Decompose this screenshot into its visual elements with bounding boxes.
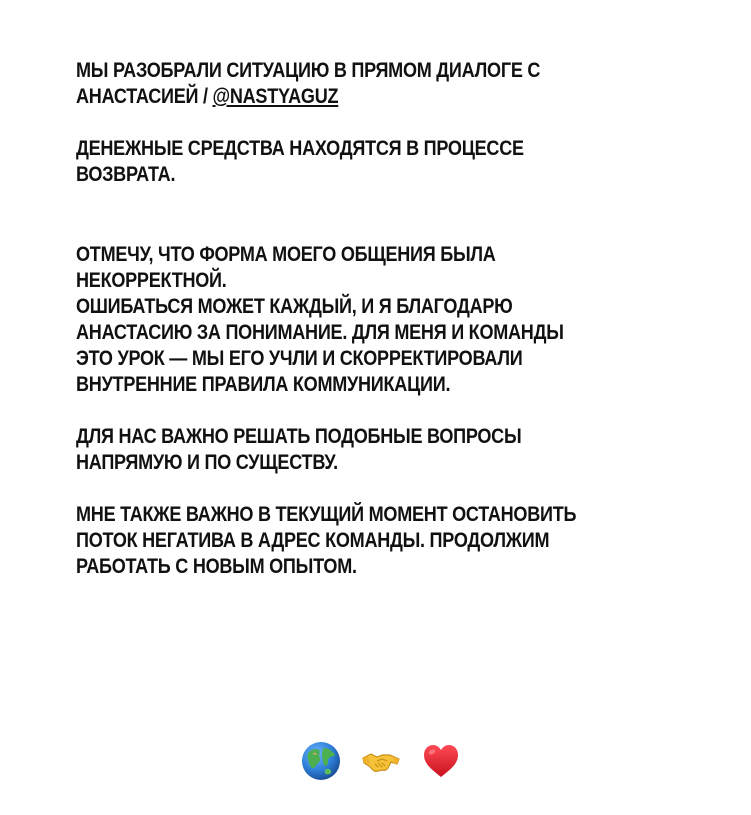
- story-text: [76, 58, 696, 580]
- paragraph-dialogue: [76, 58, 695, 110]
- handshake-icon: [360, 740, 402, 782]
- text-line: ДЕНЕЖНЫЕ СРЕДСТВА НАХОДЯТСЯ В ПРОЦЕССЕ: [76, 137, 524, 160]
- paragraph-stop-negativity: [76, 502, 695, 580]
- globe-icon: [300, 740, 342, 782]
- text-line: АНАСТАСИЮ ЗА ПОНИМАНИЕ. ДЛЯ МЕНЯ И КОМАНДЫ: [76, 321, 564, 344]
- emoji-row: [300, 740, 462, 782]
- user-mention-link[interactable]: @NASTYAGUZ: [212, 85, 339, 108]
- paragraph-spacer: [76, 110, 696, 136]
- text-line: ДЛЯ НАС ВАЖНО РЕШАТЬ ПОДОБНЫЕ ВОПРОСЫ: [76, 425, 522, 448]
- paragraph-refund: [76, 136, 695, 188]
- text-line: МЫ РАЗОБРАЛИ СИТУАЦИЮ В ПРЯМОМ ДИАЛОГЕ С: [76, 59, 541, 82]
- heart-icon: [420, 740, 462, 782]
- paragraph-spacer: [76, 398, 696, 424]
- paragraph-direct: [76, 424, 695, 476]
- text-line: ЭТО УРОК — МЫ ЕГО УЧЛИ И СКОРРЕКТИРОВАЛИ: [76, 347, 523, 370]
- text-line: ВНУТРЕННИЕ ПРАВИЛА КОММУНИКАЦИИ.: [76, 373, 451, 396]
- text-line: МНЕ ТАКЖЕ ВАЖНО В ТЕКУЩИЙ МОМЕНТ ОСТАНОВИТЬ: [76, 503, 577, 526]
- text-line: ВОЗВРАТА.: [76, 163, 176, 186]
- text-line: НЕКОРРЕКТНОЙ.: [76, 269, 227, 292]
- text-line: ПОТОК НЕГАТИВА В АДРЕС КОМАНДЫ. ПРОДОЛЖИМ: [76, 529, 550, 552]
- paragraph-spacer: [76, 476, 696, 502]
- text-line: ОШИБАТЬСЯ МОЖЕТ КАЖДЫЙ, И Я БЛАГОДАРЮ: [76, 295, 513, 318]
- text-line-prefix: АНАСТАСИЕЙ /: [76, 85, 213, 108]
- text-line: ОТМЕЧУ, ЧТО ФОРМА МОЕГО ОБЩЕНИЯ БЫЛА: [76, 243, 496, 266]
- text-line: [76, 84, 695, 110]
- text-line: РАБОТАТЬ С НОВЫМ ОПЫТОМ.: [76, 555, 357, 578]
- paragraph-spacer: [76, 188, 696, 242]
- text-line: НАПРЯМУЮ И ПО СУЩЕСТВУ.: [76, 451, 338, 474]
- paragraph-apology: [76, 242, 695, 398]
